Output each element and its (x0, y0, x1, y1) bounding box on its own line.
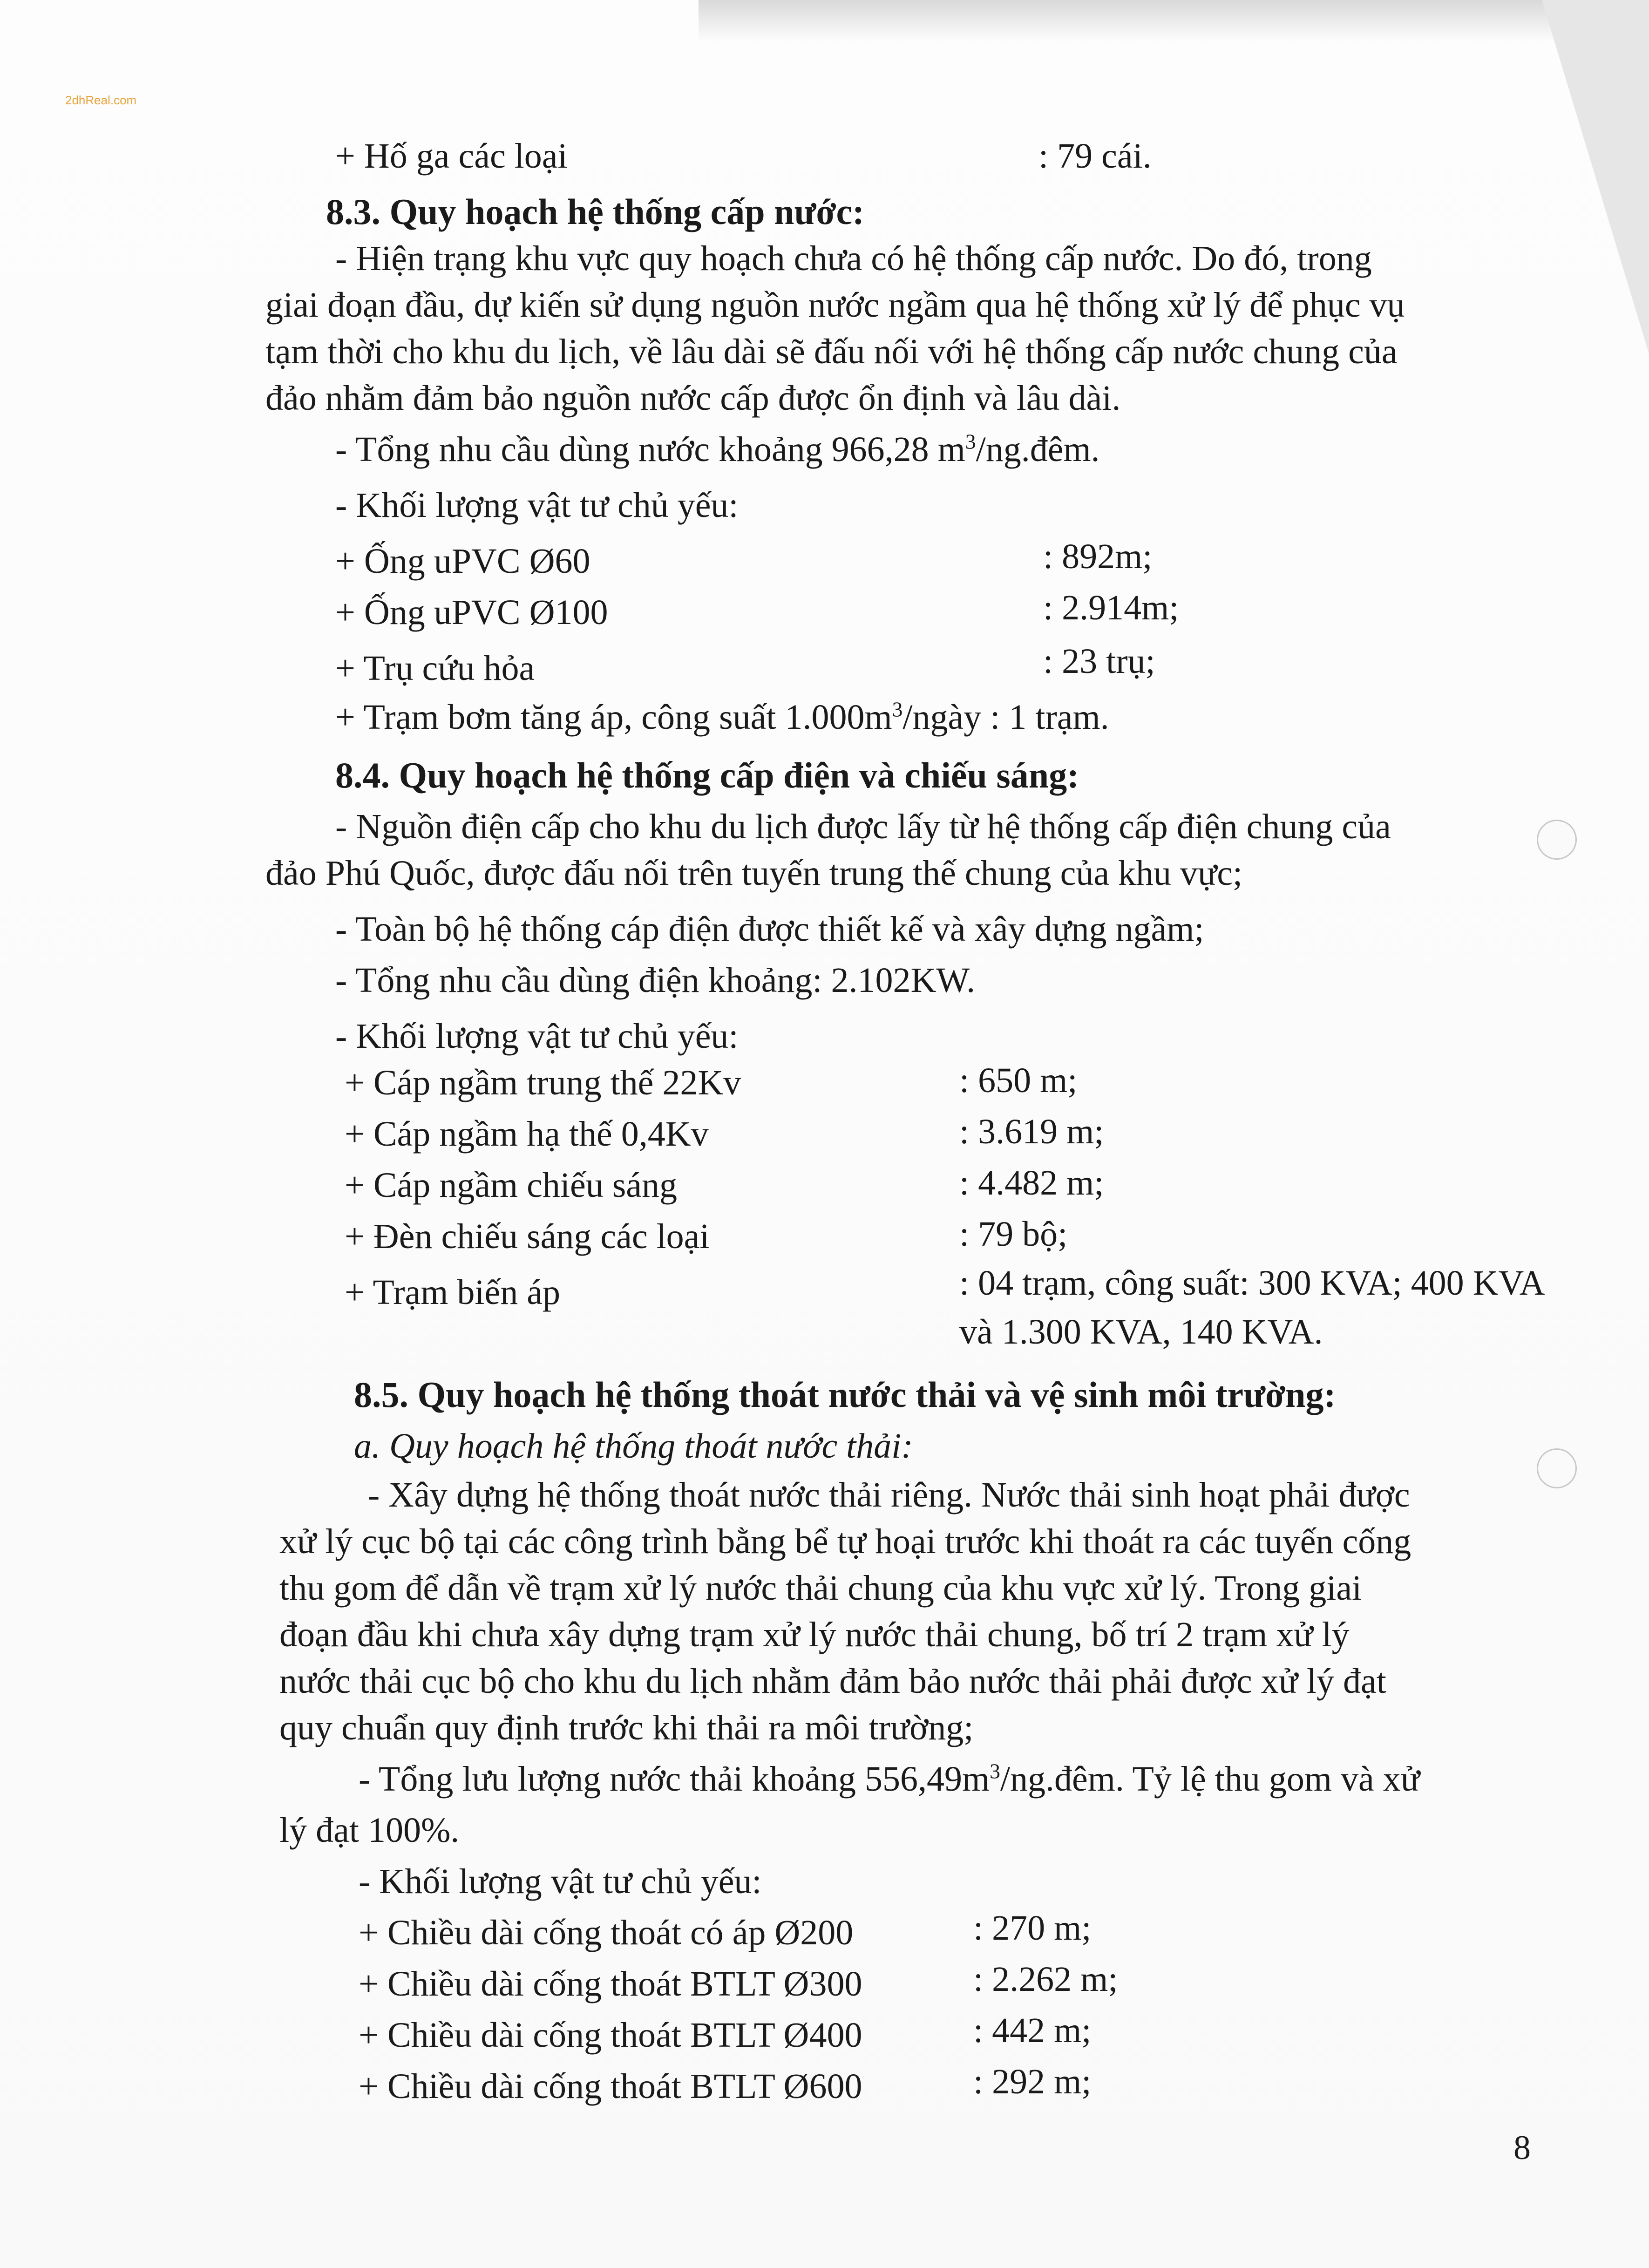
paragraph-line: lý đạt 100%. (279, 1811, 460, 1850)
paragraph-line: - Hiện trạng khu vực quy hoạch chưa có hệ thống cấp nước. Do đó, trong (335, 239, 1372, 278)
subsection-heading: a. Quy hoạch hệ thống thoát nước thải: (354, 1426, 913, 1466)
paragraph-line: đảo nhằm đảm bảo nguồn nước cấp được ổn định và lâu dài. (265, 379, 1121, 418)
material-label: + Cáp ngầm hạ thế 0,4Kv (345, 1114, 709, 1154)
paragraph-line: đảo Phú Quốc, được đấu nối trên tuyến trung thế chung của khu vực; (265, 854, 1243, 893)
item-label: + Hố ga các loại (335, 136, 568, 176)
paragraph-line: - Khối lượng vật tư chủ yếu: (335, 486, 739, 525)
paragraph-line: - Tổng nhu cầu dùng điện khoảng: 2.102KW. (335, 961, 976, 1000)
material-value: : 270 m; (973, 1908, 1092, 1948)
section-heading: 8.3. Quy hoạch hệ thống cấp nước: (326, 191, 865, 232)
paragraph-line: - Nguồn điện cấp cho khu du lịch được lấy từ hệ thống cấp điện chung của (335, 807, 1391, 846)
material-label: + Chiều dài cống thoát BTLT Ø400 (359, 2016, 862, 2055)
material-label: + Chiều dài cống thoát BTLT Ø600 (359, 2067, 862, 2106)
material-value: : 292 m; (973, 2062, 1092, 2101)
paragraph-line: - Khối lượng vật tư chủ yếu: (335, 1017, 739, 1056)
section-heading: 8.5. Quy hoạch hệ thống thoát nước thải và vệ sinh môi trường: (354, 1374, 1336, 1415)
material-label: + Trạm bơm tăng áp, công suất $1.000m^3$/ngày : 1 trạm. (335, 697, 1109, 737)
section-heading: 8.4. Quy hoạch hệ thống cấp điện và chiếu sáng: (335, 755, 1079, 795)
punch-hole-icon (1537, 1448, 1577, 1488)
material-value: : 04 trạm, công suất: 300 KVA; 400 KVA (959, 1263, 1545, 1303)
material-label: + Đèn chiếu sáng các loại (345, 1217, 710, 1256)
material-value: : 892m; (1043, 537, 1153, 576)
paragraph-line: - Tổng nhu cầu dùng nước khoảng 966,28 $m^3/ng.đêm$. (335, 429, 1100, 469)
page-number: 8 (1513, 2129, 1531, 2167)
material-value: : 2.262 m; (973, 1960, 1118, 1999)
material-value: : 3.619 m; (959, 1112, 1104, 1151)
page-fold-corner (1542, 0, 1649, 354)
paragraph-line: đoạn đầu khi chưa xây dựng trạm xử lý nước thải chung, bố trí 2 trạm xử lý (279, 1615, 1350, 1654)
paragraph-line: - Khối lượng vật tư chủ yếu: (359, 1862, 762, 1901)
material-label: + Trạm biến áp (345, 1273, 560, 1312)
paragraph-line: tạm thời cho khu du lịch, về lâu dài sẽ đấu nối với hệ thống cấp nước chung của (265, 332, 1398, 371)
material-label: + Cáp ngầm chiếu sáng (345, 1166, 678, 1205)
material-label: + Cáp ngầm trung thế 22Kv (345, 1063, 741, 1102)
material-value: : 2.914m; (1043, 588, 1179, 627)
material-value: : 650 m; (959, 1061, 1078, 1100)
paragraph-line: giai đoạn đầu, dự kiến sử dụng nguồn nước ngầm qua hệ thống xử lý để phục vụ (265, 285, 1405, 325)
paragraph-line: - Toàn bộ hệ thống cáp điện được thiết kế và xây dựng ngầm; (335, 910, 1204, 949)
paragraph-line: xử lý cục bộ tại các công trình bằng bể tự hoại trước khi thoát ra các tuyến cống (279, 1522, 1411, 1561)
item-value: : 79 cái. (1038, 136, 1152, 176)
material-value-cont: và 1.300 KVA, 140 KVA. (959, 1312, 1323, 1351)
material-value: : 4.482 m; (959, 1163, 1104, 1202)
material-value: : 23 trụ; (1043, 642, 1155, 681)
paragraph-line: - Tổng lưu lượng nước thải khoảng $556,49m^3/ng.đêm$. Tỷ lệ thu gom và xử (359, 1759, 1420, 1799)
paragraph-line: quy chuẩn quy định trước khi thải ra môi trường; (279, 1708, 974, 1747)
material-label: + Ống uPVC Ø60 (335, 542, 590, 581)
material-label: + Ống uPVC Ø100 (335, 593, 608, 632)
punch-hole-icon (1537, 820, 1577, 860)
material-value: : 79 bộ; (959, 1215, 1068, 1254)
watermark: 2dhReal.com (65, 93, 137, 107)
material-label: + Chiều dài cống thoát có áp Ø200 (359, 1913, 854, 1952)
paragraph-line: thu gom để dẫn về trạm xử lý nước thải chung của khu vực xử lý. Trong giai (279, 1569, 1362, 1608)
paragraph-line: nước thải cục bộ cho khu du lịch nhằm đảm bảo nước thải phải được xử lý đạt (279, 1662, 1386, 1701)
material-value: : 442 m; (973, 2011, 1092, 2050)
material-label: + Chiều dài cống thoát BTLT Ø300 (359, 1964, 862, 2003)
scan-shadow (699, 0, 1649, 42)
material-label: + Trụ cứu hỏa (335, 649, 535, 688)
paragraph-line: - Xây dựng hệ thống thoát nước thải riêng. Nước thải sinh hoạt phải được (368, 1475, 1410, 1514)
